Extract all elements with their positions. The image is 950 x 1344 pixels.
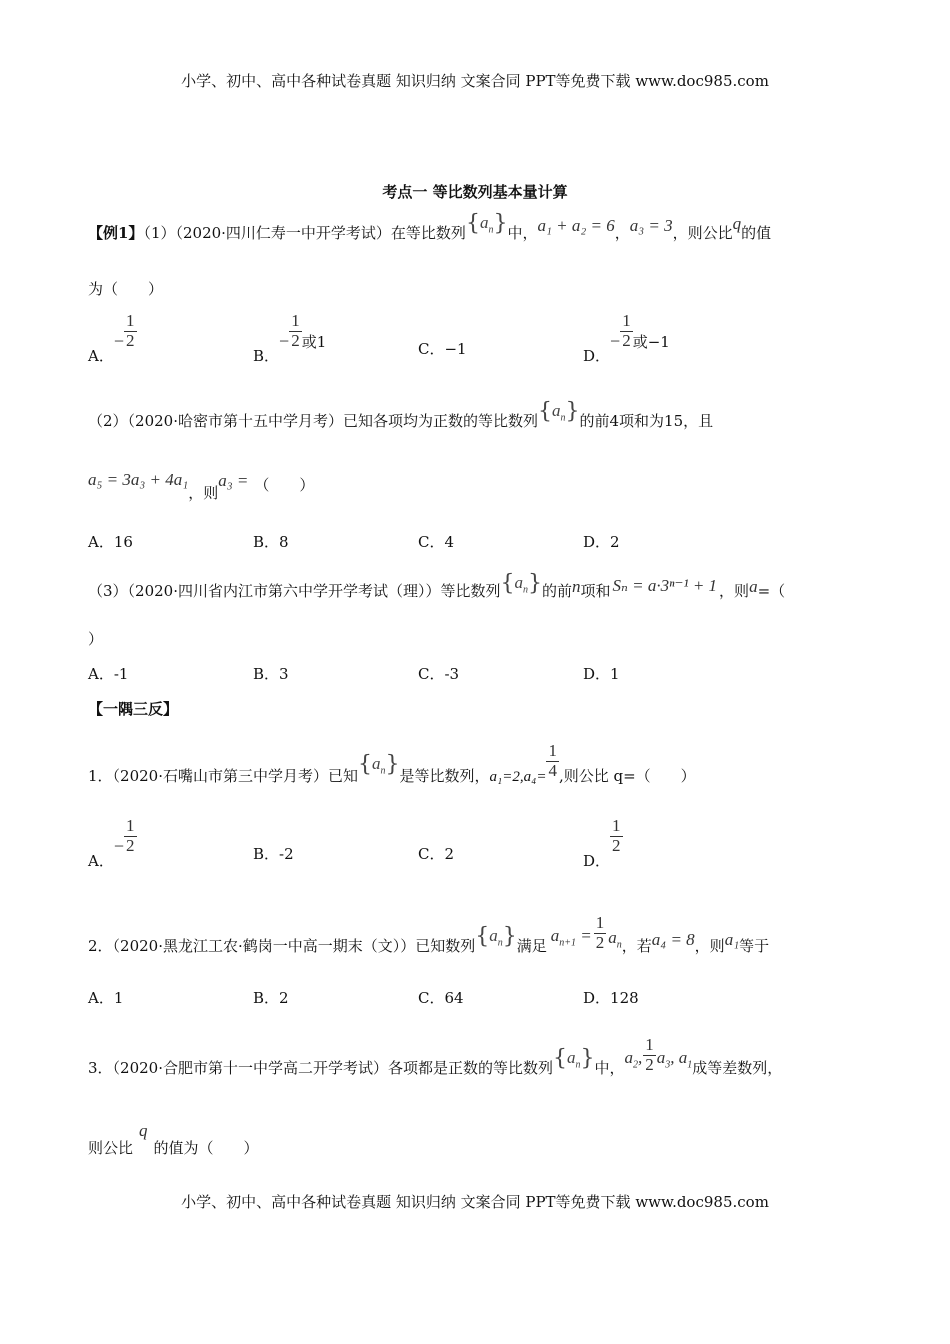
- practice-question-1: 1．（2020·石嘴山市第三中学月考）已知$\{a_n\}$是等比数列，a₁=2,a₄= $\frac{1}{4}$ ,则公比 q=（ ）: [88, 741, 696, 786]
- sequence-an: $\{a_n\}$: [553, 1046, 595, 1072]
- equation: a₃ =: [218, 471, 249, 490]
- equation: a₄ = 8: [651, 930, 695, 950]
- example-label: 【例1】: [88, 224, 144, 242]
- sequence-an: $\{a_n\}$: [358, 752, 400, 778]
- option-d: D．− $\frac{1}{2}$ 或−1: [583, 311, 670, 366]
- equation: a₅ = 3a₃ + 4a₁: [88, 470, 189, 489]
- question-line: 为（ ）: [88, 280, 164, 298]
- fraction: $\frac{1}{2}$: [622, 311, 631, 350]
- option-c: C．2: [418, 845, 455, 863]
- page-footer: 小学、初中、高中各种试卷真题 知识归纳 文案合同 PPT等免费下载 www.doc985.com: [181, 1193, 769, 1211]
- option-b: B．8: [253, 533, 289, 551]
- equation: a₁ + a₂ = 6: [537, 216, 615, 235]
- option-d: D． $\frac{1}{2}$: [583, 816, 621, 871]
- fraction: $\frac{1}{2}$: [595, 913, 605, 952]
- section-title: 考点一 等比数列基本量计算: [382, 183, 568, 201]
- page-header: 小学、初中、高中各种试卷真题 知识归纳 文案合同 PPT等免费下载 www.doc985.com: [181, 72, 769, 90]
- option-d: D．128: [583, 989, 639, 1007]
- option-b: B．− $\frac{1}{2}$ 或1: [253, 311, 327, 366]
- option-a: A．− $\frac{1}{2}$: [88, 816, 135, 871]
- sequence-an: $\{a_n\}$: [500, 571, 542, 596]
- option-d: D．1: [583, 665, 620, 683]
- option-d: D．2: [583, 533, 620, 551]
- fraction: $\frac{1}{2}$: [612, 816, 621, 855]
- option-b: B．-2: [253, 845, 294, 863]
- equation: Sₙ = a·3ⁿ⁻¹ + 1: [612, 576, 718, 595]
- practice-question-3: 3．（2020·合肥市第十一中学高二开学考试）各项都是正数的等比数列$\{a_n\}$中，$a_2$, $\frac{1}{2}$ $a_3$, $a_1$成等差数列，: [88, 1035, 783, 1078]
- option-a: A．− $\frac{1}{2}$: [88, 311, 135, 366]
- example-1-question-1: 【例1】（1）（2020·四川仁寿一中开学考试）在等比数列$\{a_n\}$中，a₁ + a₂ = 6，a₃ = 3，则公比q的值: [88, 211, 772, 242]
- option-b: B．2: [253, 989, 289, 1007]
- fraction: $\frac{1}{2}$: [126, 311, 135, 350]
- example-1-question-3: （3）（2020·四川省内江市第六中学开学考试（理））等比数列$\{a_n\}$的前n项和 Sₙ = a·3ⁿ⁻¹ + 1 ，则a=（: [88, 571, 786, 600]
- option-c: C．-3: [418, 665, 460, 683]
- fraction: $\frac{1}{2}$: [645, 1035, 654, 1074]
- option-c: C．−1: [418, 340, 467, 358]
- example-1-question-2: （2）（2020·哈密市第十五中学月考）已知各项均为正数的等比数列$\{a_n\}$的前4项和为15，且: [88, 399, 714, 430]
- practice-label: 【一隅三反】: [88, 700, 179, 718]
- sequence-an: $\{a_n\}$: [475, 924, 517, 950]
- fraction: $\frac{1}{4}$: [548, 741, 557, 780]
- fraction: $\frac{1}{2}$: [126, 816, 135, 855]
- variable-q: q: [732, 214, 742, 233]
- question-line: 则公比q的值为（ ）: [88, 1121, 259, 1157]
- option-c: C．4: [418, 533, 455, 551]
- equation: a₃ = 3: [629, 216, 673, 235]
- fraction: $\frac{1}{2}$: [291, 311, 300, 350]
- sequence-an: $\{a_n\}$: [465, 211, 508, 236]
- sequence-an: $\{a_n\}$: [538, 399, 580, 424]
- option-a: A．16: [88, 533, 133, 551]
- practice-question-2: 2．（2020·黑龙江工农·鹤岗一中高一期末（文））已知数列$\{a_n\}$满足$a_{n+1}$ = $\frac{1}{2}$ $a_n$，若a₄ = 8，则a₁等于: [88, 913, 770, 956]
- option-c: C．64: [418, 989, 464, 1007]
- option-a: A．1: [88, 989, 124, 1007]
- option-b: B．3: [253, 665, 289, 683]
- question-line: ）: [88, 630, 104, 648]
- question-line: a₅ = 3a₃ + 4a₁，则a₃ = （ ）: [88, 470, 315, 502]
- option-a: A．-1: [88, 665, 129, 683]
